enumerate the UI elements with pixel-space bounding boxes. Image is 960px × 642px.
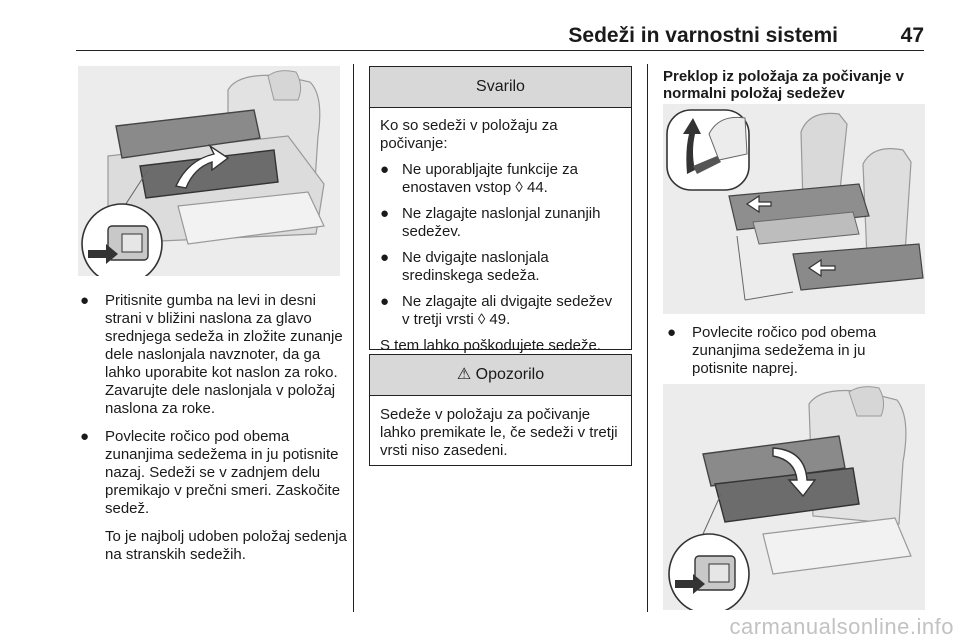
warning-box — [369, 354, 632, 466]
list-item — [380, 249, 621, 285]
page-header — [0, 0, 960, 56]
bullet-dot: ● — [667, 324, 677, 341]
list-item — [380, 293, 621, 329]
header-rule — [76, 50, 924, 51]
column-divider-right — [647, 64, 648, 612]
list-item — [663, 324, 925, 378]
warning-icon: ⚠ — [456, 366, 472, 383]
instruction-pull-push-forward: Povlecite ročico pod obema zunanjima sedežema in ju potisnite naprej. — [692, 324, 877, 377]
instruction-pull-lever: Povlecite ročico pod obema zunanjima sedežema in ju potisnite nazaj. Sedeži se v zadnjem delu premikajo v prečni smeri. Zaskočite sedež. — [105, 428, 341, 517]
page-title: Sedeži in varnostni sistemi — [568, 24, 838, 47]
bullet-dot: ● — [80, 292, 90, 309]
caution-box — [369, 66, 632, 354]
right-column-text — [663, 324, 925, 388]
page-number: 47 — [900, 24, 924, 47]
watermark: carmanualsonline.info — [729, 614, 954, 639]
bullet-dot: ● — [380, 205, 390, 222]
list-item — [380, 205, 621, 241]
warning-body: Sedeže v položaju za počivanje lahko premikate le, če sedeži v tretji vrsti niso zasedeni. — [380, 406, 618, 459]
note-comfortable-position: To je najbolj udoben položaj sedenja na stranskih sedežih. — [105, 528, 347, 563]
instruction-press-buttons: Pritisnite gumba na levi in desni strani v bližini naslona za glavo srednjega sedeža in zložite zunanje dele naslonjala navznoter, da ga lahko uporabite kot naslon za roko. Zavarujte dele naslonjala v položaj naslona za roke. — [105, 292, 343, 417]
caution-item: Ne zlagajte naslonjal zunanjih sedežev. — [402, 205, 601, 240]
seat-push-illustration — [663, 104, 925, 314]
caution-footer: S tem lahko poškodujete sedeže. — [380, 337, 601, 354]
section-heading: Preklop iz položaja za počivanje v normalni položaj sedežev — [663, 68, 904, 102]
caution-item: Ne dvigajte naslonjala sredinskega sedeža. — [402, 249, 549, 284]
list-item — [380, 161, 621, 197]
caution-item: Ne zlagajte ali dvigajte sedežev v tretji vrsti ◊ 49. — [402, 293, 613, 328]
seat-fold-illustration — [78, 66, 340, 276]
list-item — [76, 428, 348, 518]
bullet-dot: ● — [380, 161, 390, 178]
caution-intro: Ko so sedeži v položaju za počivanje: — [380, 117, 558, 152]
bullet-dot: ● — [380, 293, 390, 310]
warning-heading: Opozorilo — [475, 366, 545, 383]
seat-fold-down-illustration — [663, 384, 925, 610]
caution-item: Ne uporabljajte funkcije za enostaven vstop ◊ 44. — [402, 161, 578, 196]
caution-heading: Svarilo — [370, 67, 631, 108]
warning-header — [370, 355, 631, 396]
bullet-dot: ● — [380, 249, 390, 266]
bullet-dot: ● — [80, 428, 90, 445]
column-divider-left — [353, 64, 354, 612]
list-item — [76, 292, 348, 418]
left-column-text — [76, 292, 348, 564]
